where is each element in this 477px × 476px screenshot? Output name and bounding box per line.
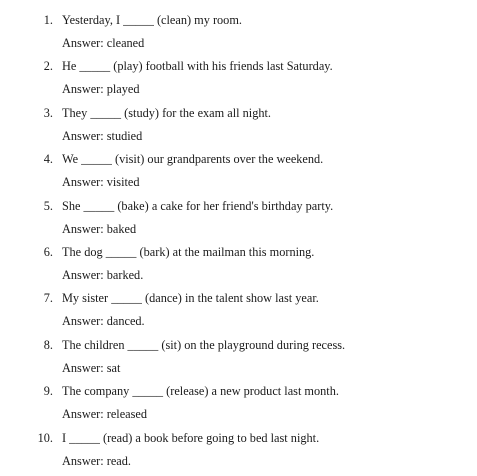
question-text: The children _____ (sit) on the playground during recess. <box>62 337 346 352</box>
question-number: 10. <box>37 430 53 445</box>
answer-text: Answer: baked <box>62 221 137 236</box>
question-number: 7. <box>43 291 53 306</box>
question-text: The company _____ (release) a new product last month. <box>62 384 339 399</box>
question-text: My sister _____ (dance) in the talent show last year. <box>62 291 319 306</box>
question-number: 3. <box>43 105 53 120</box>
question-text: They _____ (study) for the exam all night. <box>62 105 271 120</box>
question-text: The dog _____ (bark) at the mailman this morning. <box>62 244 315 259</box>
exercise-item <box>0 337 477 383</box>
answer-text: Answer: played <box>62 82 140 97</box>
answer-text: Answer: danced. <box>62 314 145 329</box>
answer-text: Answer: read. <box>62 453 131 468</box>
question-text: We _____ (visit) our grandparents over the weekend. <box>62 152 324 167</box>
question-number: 5. <box>43 198 53 213</box>
exercise-item <box>0 58 477 104</box>
question-text: She _____ (bake) a cake for her friend's birthday party. <box>62 198 334 213</box>
question-number: 2. <box>43 59 53 74</box>
question-number: 8. <box>43 337 53 352</box>
question-number: 1. <box>43 13 53 27</box>
question-number: 4. <box>43 152 53 167</box>
exercise-item <box>0 244 477 290</box>
answer-text: Answer: sat <box>62 360 121 375</box>
question-text: I _____ (read) a book before going to bed last night. <box>62 430 320 445</box>
question-text: He _____ (play) football with his friends last Saturday. <box>62 59 333 74</box>
answer-text: Answer: barked. <box>62 267 144 282</box>
answer-text: Answer: released <box>62 407 148 422</box>
answer-text: Answer: studied <box>62 128 143 143</box>
answer-text: Answer: visited <box>62 175 140 190</box>
question-text: Yesterday, I _____ (clean) my room. <box>62 13 242 27</box>
exercise-item <box>0 12 477 58</box>
exercise-item <box>0 430 477 476</box>
answer-text: Answer: cleaned <box>62 36 145 50</box>
exercise-list <box>0 12 477 476</box>
exercise-item <box>0 290 477 336</box>
question-number: 9. <box>43 384 53 399</box>
question-number: 6. <box>43 244 53 259</box>
exercise-item <box>0 105 477 151</box>
exercise-item <box>0 198 477 244</box>
exercise-item <box>0 383 477 429</box>
exercise-item <box>0 151 477 197</box>
